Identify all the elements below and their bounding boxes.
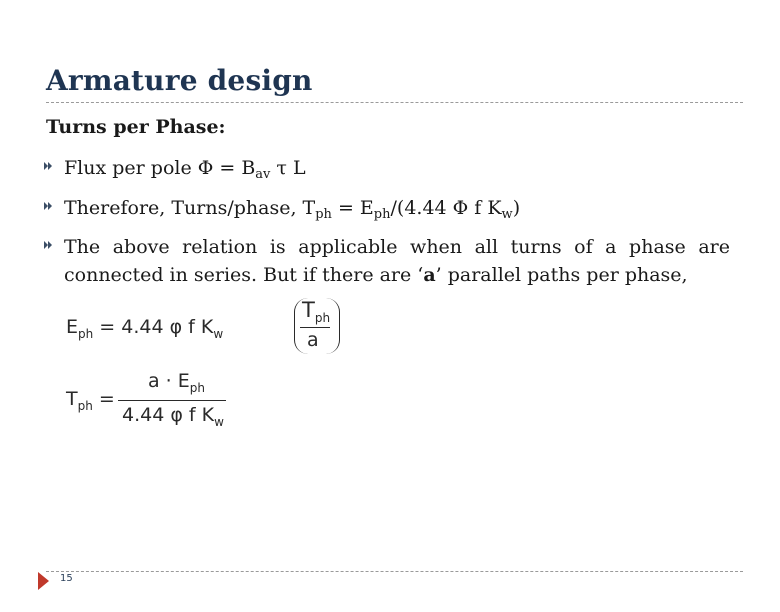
footer-divider — [46, 571, 743, 572]
equation-lhs: $E_{ph} = 4.44$ φ f $K_w$ — [66, 316, 224, 341]
bullet-arrow-icon — [44, 202, 50, 211]
equation-turns-per-phase — [66, 368, 266, 432]
page-marker-triangle-icon — [38, 572, 49, 590]
fraction-denominator: 4.44 φ f $K_w$ — [122, 404, 224, 429]
equation-emf-per-phase — [66, 296, 331, 360]
fraction-denominator: a — [307, 329, 319, 351]
bullet-arrow-icon — [44, 162, 50, 171]
fraction-numerator: $a \cdot E_{ph}$ — [148, 370, 206, 395]
page-number: 15 — [60, 573, 73, 584]
fraction-numerator: $T_{ph}$ — [302, 298, 331, 325]
bullet-text: Therefore, Turns/phase, $T_{ph} = E_{ph}/(4.44$ Φ f $K_w$) — [64, 197, 521, 222]
equation-lhs: $T_{ph}$ = — [66, 388, 115, 413]
bullet-text: Flux per pole $\Phi = B_{av}$ τ L — [64, 157, 306, 182]
bullet-parallel-paths — [44, 233, 730, 289]
fraction-bar — [118, 400, 226, 401]
section-subtitle: Turns per Phase: — [46, 116, 226, 138]
slide-title: Armature design — [46, 64, 313, 97]
bullet-arrow-icon — [44, 241, 50, 250]
bullet-flux-per-pole — [44, 154, 730, 182]
fraction-bar — [300, 327, 330, 328]
bullet-turns-per-phase — [44, 194, 730, 222]
title-divider — [46, 102, 743, 103]
bullet-text: The above relation is applicable when all turns of a phase are connected in series. But if there are ‘a’ parallel paths per phase, — [64, 236, 730, 286]
